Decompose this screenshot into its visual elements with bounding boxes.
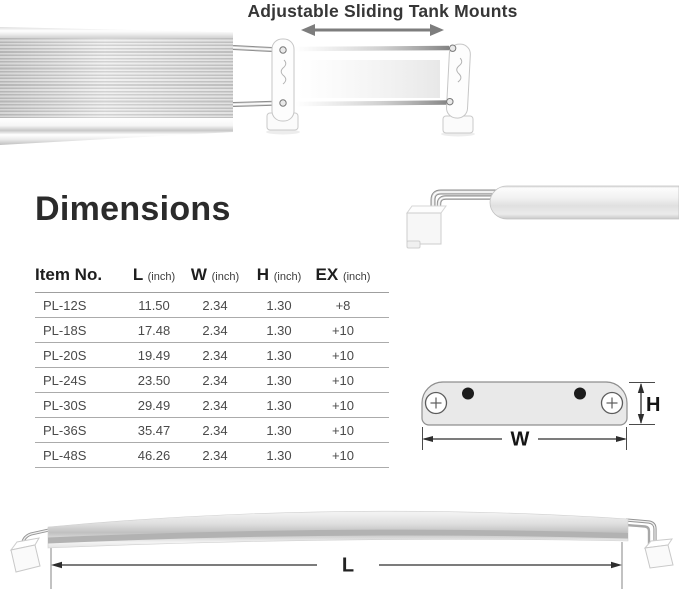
cell-h: 1.30 (247, 293, 311, 318)
mount-bracket-right (441, 44, 475, 137)
cell-item: PL-30S (35, 393, 125, 418)
mount-bracket-left (266, 39, 300, 135)
cell-h: 1.30 (247, 318, 311, 343)
end-mount-left (11, 530, 49, 572)
cell-ex: +10 (311, 368, 389, 393)
cell-item: PL-24S (35, 368, 125, 393)
col-header-ex (311, 252, 389, 293)
cell-h: 1.30 (247, 418, 311, 443)
table-row (35, 443, 389, 468)
light-bar-side-view (48, 511, 628, 548)
table-header-row (35, 252, 389, 293)
col-header-w (183, 252, 247, 293)
cell-item: PL-18S (35, 318, 125, 343)
cell-h: 1.30 (247, 393, 311, 418)
cell-w: 2.34 (183, 393, 247, 418)
cell-ex: +8 (311, 293, 389, 318)
sliding-mounts-diagram (0, 0, 679, 170)
phillips-screw-icon (602, 393, 623, 414)
cell-w: 2.34 (183, 443, 247, 468)
cell-h: 1.30 (247, 343, 311, 368)
table-row (35, 368, 389, 393)
col-header-l (125, 252, 183, 293)
cell-item: PL-20S (35, 343, 125, 368)
rubber-pad-dot (574, 388, 586, 400)
header-label: W (190, 265, 207, 284)
cell-item: PL-48S (35, 443, 125, 468)
length-label: L (341, 554, 355, 577)
cell-w: 2.34 (183, 368, 247, 393)
rod-screw-icon (446, 98, 453, 105)
double-arrow-icon (301, 24, 444, 36)
cell-l: 23.50 (125, 368, 183, 393)
table-row (35, 318, 389, 343)
cell-l: 29.49 (125, 393, 183, 418)
table-row (35, 293, 389, 318)
cell-item: PL-36S (35, 418, 125, 443)
table-row (35, 343, 389, 368)
tank-mount-bracket-closeup (407, 206, 446, 248)
end-mount-right (626, 520, 673, 568)
header-label: H (256, 265, 270, 284)
table-row (35, 418, 389, 443)
header-label: Item No. (35, 265, 103, 284)
rubber-pad-dot (462, 388, 474, 400)
top-diagram-title: Adjustable Sliding Tank Mounts (247, 1, 518, 21)
header-unit: (inch) (342, 271, 371, 283)
cell-l: 46.26 (125, 443, 183, 468)
header-unit: (inch) (273, 271, 302, 283)
rod-screw-icon (280, 47, 286, 53)
width-label: W (510, 428, 530, 451)
cell-ex: +10 (311, 393, 389, 418)
full-length-diagram (0, 498, 679, 589)
cell-l: 35.47 (125, 418, 183, 443)
cell-w: 2.34 (183, 418, 247, 443)
slide-motion-blur (298, 60, 440, 98)
cell-l: 17.48 (125, 318, 183, 343)
rod-screw-icon (449, 45, 456, 52)
header-label: EX (315, 265, 339, 284)
width-dimension (422, 427, 627, 451)
header-unit: (inch) (211, 271, 240, 283)
rod-screw-icon (280, 100, 286, 106)
cell-h: 1.30 (247, 368, 311, 393)
cell-l: 19.49 (125, 343, 183, 368)
cell-w: 2.34 (183, 343, 247, 368)
dimensions-table (35, 252, 389, 468)
cell-ex: +10 (311, 343, 389, 368)
cell-ex: +10 (311, 418, 389, 443)
col-header-h (247, 252, 311, 293)
section-heading: Dimensions (35, 190, 231, 228)
phillips-screw-icon (426, 393, 447, 414)
bracket-top-view-diagram (405, 366, 679, 461)
light-body-closeup (490, 186, 679, 219)
col-header-item (35, 252, 125, 293)
height-label: H (646, 394, 661, 416)
cell-item: PL-12S (35, 293, 125, 318)
cell-ex: +10 (311, 443, 389, 468)
header-label: L (132, 265, 143, 284)
cell-ex: +10 (311, 318, 389, 343)
cell-h: 1.30 (247, 443, 311, 468)
header-unit: (inch) (147, 271, 176, 283)
mount-closeup-diagram (395, 175, 679, 275)
height-dimension (629, 383, 660, 425)
cell-l: 11.50 (125, 293, 183, 318)
length-dimension (51, 555, 622, 577)
table-row (35, 393, 389, 418)
bracket-plate (422, 382, 627, 425)
cell-w: 2.34 (183, 318, 247, 343)
cell-w: 2.34 (183, 293, 247, 318)
